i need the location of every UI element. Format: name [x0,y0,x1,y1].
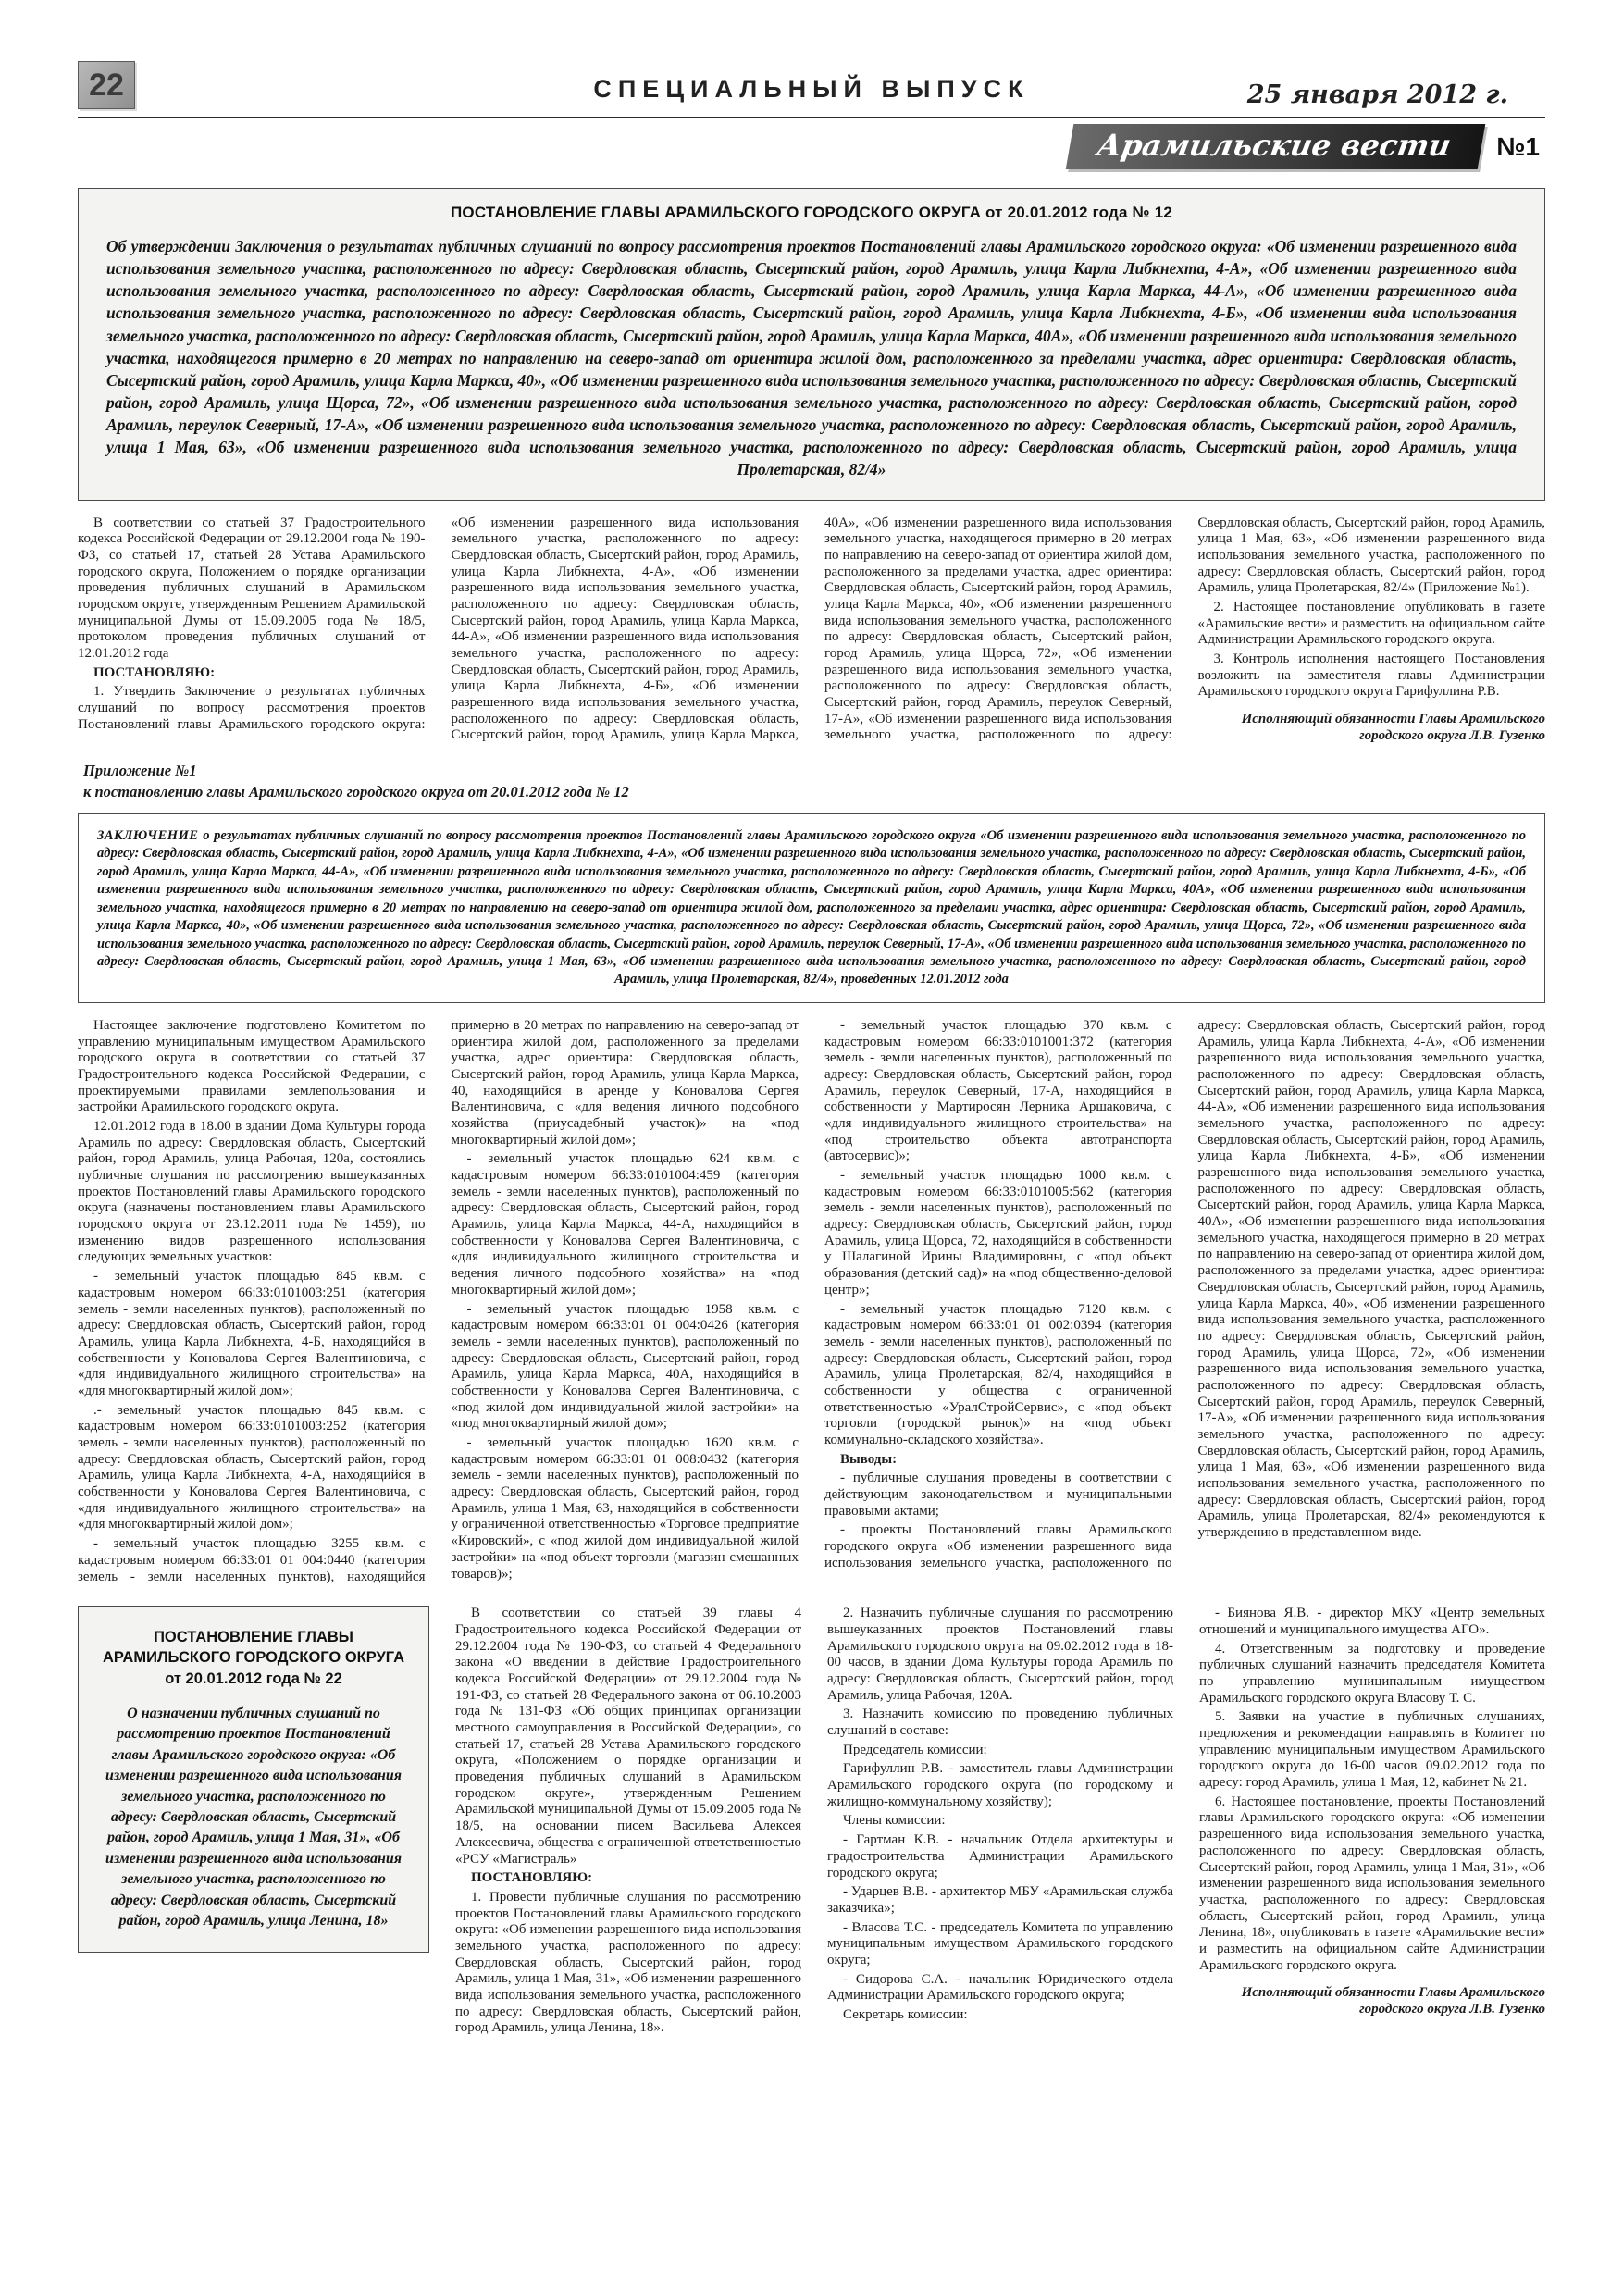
decree-22-subtitle: О назначении публичных слушаний по рассмотрению проектов Постановлений главы Арамильского городского округа: «Об изменении разрешенного вида использования земельного участка, расположенного по адресу: Свердловская область, Сысертский район, город Арамиль, улица 1 Мая, 31», «Об изменении разрешенного вида использования земельного участка, расположенного по адресу: Свердловская область, Сысертский район, город Арамиль, улица Ленина, 18» [105,1705,402,1929]
paragraph: 3. Назначить комиссию по проведению публичных слушаний в составе: [827,1706,1173,1738]
masthead-row [78,124,1545,169]
conclusion-body [78,1018,1545,1585]
paragraph: - земельный участок площадью 370 кв.м. с кадастровым номером 66:33:0101001:372 (категория земель - земли населенных пунктов), расположенный по адресу: Свердловская область, Сысертский район, город Арамиль, переулок Северный, 17-А, находящийся в собственности у Мартиросян Лерника Аршаковича, с «для индивидуального жилищного строительства» на «под строительство объекта автотранспорта (автосервис)»; [824,1017,1172,1164]
paragraph: ПОСТАНОВЛЯЮ: [93,664,216,680]
annex-heading [78,761,1545,802]
paragraph: - земельный участок площадью 1000 кв.м. с кадастровым номером 66:33:0101005:562 (категория земель - земли населенных пунктов), расположенный по адресу: Свердловская область, Сысертский район, город Арамиль, улица Щорса, 72, находящийся в собственности у Шалагиной Ирины Владимировны, с «под объект образования (детский сад)» на «под общественно-деловой центр»; [824,1168,1172,1297]
conclusion-label: ЗАКЛЮЧЕНИЕ [97,828,199,844]
decree-22-title: ПОСТАНОВЛЕНИЕ ГЛАВЫ АРАМИЛЬСКОГО ГОРОДСКОГО ОКРУГА от 20.01.2012 года № 22 [102,1629,405,1687]
paragraph: - Биянова Я.В. - директор МКУ «Центр земельных отношений и муниципального имущества АГО». [1199,1606,1545,1637]
issue-number: №1 [1496,131,1540,161]
paragraph: В соответствии со статьей 37 Градостроительного кодекса Российской Федерации от 29.12.2004 года № 190-ФЗ, со статьей 17, статьей 28 Устава Арамильского городского округа, Положением о порядке организации проведения публичных слушаний в Арамильском городском округе, утвержденным Решением Арамильской муниципальной Думы от 15.09.2005 года № 18/5, протоколом проведения публичных слушаний от 12.01.2012 года [78,515,426,662]
paragraph: Исполняющий обязанности Главы Арамильского городского округа Л.В. Гузенко [1241,712,1545,743]
conclusion-text: о результатах публичных слушаний по вопросу рассмотрения проектов Постановлений главы Арамильского городского округа «Об изменении разрешенного вида использования земельного участка, расположенного по адресу: Свердловская область, Сысертский район, город Арамиль, улица Карла Либкнехта, 4-А», «Об изменении разрешенного вида использования земельного участка, расположенного по адресу: Свердловская область, Сысертский район, город Арамиль, улица Карла Маркса, 44-А», «Об изменении разрешенного вида использования земельного участка, расположенного по адресу: Свердловская область, Сысертский район, город Арамиль, улица Карла Либкнехта, 4-Б», «Об изменении разрешенного вида использования земельного участка, расположенного по адресу: Свердловская область, Сысертский район, город Арамиль, улица Карла Маркса, 40А», «Об изменении разрешенного вида использования земельного участка, находящегося примерно в 20 метрах по направлению на северо-запад от ориентира жилой дом, расположенного за пределами участка, адрес ориентира: Свердловская область, Сысертский район, город Арамиль, улица Карла Маркса, 40», «Об изменении разрешенного вида использования земельного участка, расположенного по адресу: Свердловская область, Сысертский район, город Арамиль, улица Щорса, 72», «Об изменении разрешенного вида использования земельного участка, расположенного по адресу: Свердловская область, Сысертский район, город Арамиль, переулок Северный, 17-А», «Об изменении разрешенного вида использования земельного участка, расположенного по адресу: Свердловская область, Сысертский район, город Арамиль, улица 1 Мая, 63», «Об изменении разрешенного вида использования земельного участка, расположенного по адресу: Свердловская область, Сысертский район, город Арамиль, улица Пролетарская, 82/4», проведенных 12.01.2012 года [97,828,1527,987]
paragraph: - Ударцев В.В. - архитектор МБУ «Арамильская служба заказчика»; [827,1884,1173,1916]
annex-heading-line2: к постановлению главы Арамильского городского округа от 20.01.2012 года № 12 [83,782,629,800]
issue-date: 25 января 2012 г. [1246,81,1508,109]
paragraph: Гарифуллин Р.В. - заместитель главы Администрации Арамильского городского округа (по городскому и жилищно-коммунальному хозяйству); [827,1761,1173,1809]
decree-12-title: ПОСТАНОВЛЕНИЕ ГЛАВЫ АРАМИЛЬСКОГО ГОРОДСКОГО ОКРУГА от 20.01.2012 года № 12 [451,204,1172,221]
paragraph: - земельный участок площадью 3255 кв.м. с кадастровым номером 66:33:01 01 004:0440 (категория земель - земли населенных пунктов), находящийся примерно в 20 метрах по направлению на северо-запад от ориентира жилой дом, расположенного за пределами участка, адрес ориентира: Свердловская область, Сысертский район, город Арамиль, улица Карла Маркса, 40, находящийся в аренде у Коновалова Сергея Валентиновича, с «для ведения личного подсобного хозяйства (приусадебный участок)» на «под многоквартирный жилой дом»; [78,1017,799,1584]
paragraph: - земельный участок площадью 1958 кв.м. с кадастровым номером 66:33:01 01 004:0426 (категория земель - земли населенных пунктов), расположенный по адресу: Свердловская область, Сысертский район, город Арамиль, улица Карла Маркса, 40А, находящийся в собственности у Коновалова Сергея Валентиновича, с «под жилой дом индивидуальной жилой застройки» на «под многоквартирный жилой дом»; [451,1301,799,1432]
paragraph: 4. Ответственным за подготовку и проведение публичных слушаний назначить председателя Комитета по управлению муниципальным имуществом Арамильского городского округа Власову Т. С. [1199,1641,1545,1706]
paragraph: 1. Провести публичные слушания по рассмотрению проектов Постановлений главы Арамильского городского округа: «Об изменении разрешенного вида использования земельного участка, расположенного по адресу: Свердловская область, Сысертский район, город Арамиль, улица 1 Мая, 31», «Об изменении разрешенного вида использования земельного участка, расположенного по адресу: Свердловская область, Сысертский район, город Арамиль, улица Ленина, 18». [455,1889,801,2036]
paragraph: 2. Настоящее постановление опубликовать в газете «Арамильские вести» и разместить на официальном сайте Администрации Арамильского городского округа. [1197,599,1545,648]
masthead-logo: Арамильские вести [1066,124,1486,169]
paragraph: 3. Контроль исполнения настоящего Постановления возложить на заместителя главы Администрации Арамильского городского округа Гарифуллина Р.В. [1197,652,1545,700]
paragraph: - земельный участок площадью 7120 кв.м. с кадастровым номером 66:33:01 01 002:0394 (категория земель - земли населенных пунктов), расположенный по адресу: Свердловская область, Сысертский район, город Арамиль, улица Пролетарская, 82/4, находящийся в собственности у общества с ограниченной ответственностью «УралСтройСервис», с «под объект торговли (городской рынок)» на «под объект коммунально-складского хозяйства». [824,1301,1172,1447]
page-number: 22 [78,61,135,109]
section-title: СПЕЦИАЛЬНЫЙ ВЫПУСК [593,75,1030,103]
paragraph: Секретарь комиссии: [843,2007,968,2022]
paragraph: .- земельный участок площадью 845 кв.м. с кадастровым номером 66:33:0101003:252 (категория земель - земли населенных пунктов), расположенный по адресу: Свердловская область, Сысертский район, город Арамиль, улица Карла Либкнехта, 4-А, находящийся в собственности у Коновалова Сергея Валентиновича, с «для индивидуального жилищного строительства» на «для многоквартирный жилой дом»; [78,1402,426,1533]
paragraph: Исполняющий обязанности Главы Арамильского городского округа Л.В. Гузенко [1241,1985,1545,2017]
paragraph: В соответствии со статьей 39 главы 4 Градостроительного кодекса Российской Федерации от 29.12.2004 года № 190-ФЗ, со статьей 4 Федерального закона «О введении в действие Градостроительного кодекса Российской Федерации» от 29.12.2004 года № 191-ФЗ, со статьей 28 Федерального закона от 06.10.2003 года № 131-ФЗ «Об общих принципах организации местного самоуправления в Российской Федерации», со статьей 17, статьей 28 Устава Арамильского городского округа, «Положением о порядке организации и проведения публичных слушаний в Арамильском городском округе», утвержденным Решением Арамильской муниципальной Думы от 15.09.2005 года № 18/5, на основании писем Васильева Алексея Алексеевича, общества с ограниченной ответственностью «РСУ «Магистраль» [455,1606,801,1867]
paragraph: - публичные слушания проведены в соответствии с действующим законодательством и муниципальными правовыми актами; [824,1471,1172,1519]
decree-12-preamble: Об утверждении Заключения о результатах публичных слушаний по вопросу рассмотрения проектов Постановлений главы Арамильского городского округа: «Об изменении разрешенного вида использования земельного участка, расположенного по адресу: Свердловская область, Сысертский район, город Арамиль, улица Карла Либкнехта, 4-А», «Об изменении разрешенного вида использования земельного участка, расположенного по адресу: Свердловская область, Сысертский район, город Арамиль, улица Карла Маркса, 44-А», «Об изменении разрешенного вида использования земельного участка, расположенного по адресу: Свердловская область, Сысертский район, город Арамиль, улица Карла Либкнехта, 4-Б», «Об изменении вида использования земельного участка, расположенного по адресу: Свердловская область, Сысертский район, город Арамиль, улица Карла Маркса, 40А», «Об изменении разрешенного вида использования земельного участка, находящегося примерно в 20 метрах по направлению на северо-запад от ориентира жилой дом, расположенного за пределами участка, адрес ориентира: Свердловская область, Сысертский район, город Арамиль, улица Карла Маркса, 40», «Об изменении разрешенного вида использования земельного участка, расположенного по адресу: Свердловская область, Сысертский район, город Арамиль, улица Щорса, 72», «Об изменении разрешенного вида использования земельного участка, расположенного по адресу: Свердловская область, Сысертский район, город Арамиль, переулок Северный, 17-А», «Об изменении разрешенного вида использования земельного участка, расположенного по адресу: Свердловская область, Сысертский район, город Арамиль, улица 1 Мая, 63», «Об изменении разрешенного вида использования земельного участка, расположенного по адресу: Свердловская область, Сысертский район, город Арамиль, улица Пролетарская, 82/4» [106,237,1517,479]
paragraph: Председатель комиссии: [843,1742,987,1757]
decree-22-box [78,1606,429,1953]
annex-heading-line1: Приложение №1 [83,762,197,780]
paragraph: - Сидорова С.А. - начальник Юридического отдела Администрации Арамильского городского округа; [827,1971,1173,2004]
conclusion-box [78,813,1545,1003]
paragraph: - земельный участок площадью 624 кв.м. с кадастровым номером 66:33:0101004:459 (категория земель - земли населенных пунктов), расположенный по адресу: Свердловская область, Сысертский район, город Арамиль, улица Карла Маркса, 44-А, находящийся в собственности у Коновалова Сергея Валентиновича, с «для индивидуального жилищного строительства и ведения личного подсобного хозяйства» на «под многоквартирный жилой дом»; [451,1151,799,1297]
paragraph: Выводы: [840,1451,898,1467]
paragraph: 5. Заявки на участие в публичных слушаниях, предложения и рекомендации направлять в Комитет по управлению муниципальным имуществом Арамильского городского округа до 16-00 часов 09.02.2012 года по адресу: город Арамиль, улица 1 Мая, 12, кабинет № 21. [1199,1709,1545,1791]
paragraph: 6. Настоящее постановление, проекты Постановлений главы Арамильского городского округа: «Об изменении разрешенного вида использования земельного участка, расположенного по адресу: Свердловская область, Сысертский район, город Арамиль, улица 1 Мая, 31», «Об изменении разрешенного вида использования земельного участка, расположенного по адресу: Свердловская область, Сысертский район, город Арамиль, улица Ленина, 18», опубликовать в газете «Арамильские вести» и разместить на официальном сайте Администрации Арамильского городского округа. [1199,1793,1545,1973]
decree-22-section [78,1606,1545,2037]
page-header [78,54,1545,118]
paragraph: Члены комиссии: [843,1813,946,1829]
paragraph: 12.01.2012 года в 18.00 в здании Дома Культуры города Арамиль по адресу: Свердловская область, Сысертский район, город Арамиль, улица Рабочая, 120а, состоялись публичные слушания по рассмотрению вышеуказанных проектов Постановлений главы Арамильского городского округа (назначены постановлением главы Арамильского городского округа от 23.12.2011 года № 1459), по изменению видов разрешенного использования следующих земельных участков: [78,1118,426,1265]
paragraph: Настоящее заключение подготовлено Комитетом по управлению муниципальным имуществом Арамильского городского округа в соответствии со статьей 37 Градостроительного кодекса Российской Федерации, с проектируемыми правилами землепользования и застройки Арамильского городского округа. [78,1017,426,1115]
paragraph: ПОСТАНОВЛЯЮ: [471,1870,593,1886]
paragraph: - Гартман К.В. - начальник Отдела архитектуры и градостроительства Администрации Арамильского городского округа; [827,1832,1173,1880]
paragraph: 2. Назначить публичные слушания по рассмотрению вышеуказанных проектов Постановлений главы Арамильского городского округа на 09.02.2012 года в 18-00 часов, в здании Дома Культуры города Арамиль по адресу: Свердловская область, Сысертский район, город Арамиль, улица Рабочая, 120А. [827,1606,1173,1703]
decree-12-body [78,515,1545,745]
paragraph: - земельный участок площадью 1620 кв.м. с кадастровым номером 66:33:01 01 008:0432 (категория земель - земли населенных пунктов), расположенный по адресу: Свердловская область, Сысертский район, город Арамиль, улица 1 Мая, 63, находящийся в собственности у ограниченной ответственностью «Торговое предприятие «Кировский», с «под жилой дом индивидуальной жилой застройки» на «под объект торговли (магазин смешанных товаров)»; [451,1435,799,1582]
paragraph: - Власова Т.С. - председатель Комитета по управлению муниципальным имуществом Арамильского городского округа; [827,1919,1173,1967]
paragraph: - проекты Постановлений главы Арамильского городского округа «Об изменении разрешенного вида использования земельного участка, расположенного по адресу: Свердловская область, Сысертский район, город Арамиль, улица Карла Либкнехта, 4-А», «Об изменении разрешенного вида использования земельного участка, расположенного по адресу: Свердловская область, Сысертский район, город Арамиль, улица Карла Маркса, 44-А», «Об изменении разрешенного вида использования земельного участка, расположенного по адресу: Свердловская область, Сысертский район, город Арамиль, улица Карла Либкнехта, 4-Б», «Об изменении разрешенного вида использования земельного участка, расположенного по адресу: Свердловская область, Сысертский район, город Арамиль, улица Карла Маркса, 40А», «Об изменении разрешенного вида использования земельного участка, находящегося примерно в 20 метрах по направлению на северо-запад от ориентира жилой дом, расположенного за пределами участка, адрес ориентира: Свердловская область, Сысертский район, город Арамиль, улица Карла Маркса, 40», «Об изменении разрешенного вида использования земельного участка, расположенного по адресу: Свердловская область, Сысертский район, город Арамиль, улица Щорса, 72», «Об изменении разрешенного вида использования земельного участка, расположенного по адресу: Свердловская область, Сысертский район, город Арамиль, переулок Северный, 17-А», «Об изменении разрешенного вида использования земельного участка, расположенного по адресу: Свердловская область, Сысертский район, город Арамиль, улица 1 Мая, 63», «Об изменении разрешенного вида использования земельного участка, расположенного по адресу: Свердловская область, Сысертский район, город Арамиль, улица Пролетарская, 82/4» рекомендуются к утверждению в представленном виде. [824,1017,1545,1570]
decree-22-body [455,1606,1545,2037]
decree-12-box [78,188,1545,501]
paragraph: - земельный участок площадью 845 кв.м. с кадастровым номером 66:33:0101003:251 (категория земель - земли населенных пунктов), расположенный по адресу: Свердловская область, Сысертский район, город Арамиль, улица Карла Либкнехта, 4-Б, находящийся в собственности у Коновалова Сергея Валентиновича, с «для индивидуального жилищного строительства» на «для многоквартирный жилой дом»; [78,1269,426,1398]
paragraph: 1. Утвердить Заключение о результатах публичных слушаний по вопросу рассмотрения проектов Постановлений главы Арамильского городского округа: «Об изменении разрешенного вида использования земельного участка, расположенного по адресу: Свердловская область, Сысертский район, город Арамиль, улица Карла Либкнехта, 4-А», «Об изменении разрешенного вида использования земельного участка, расположенного по адресу: Свердловская область, Сысертский район, город Арамиль, улица Карла Маркса, 44-А», «Об изменении разрешенного вида использования земельного участка, расположенного по адресу: Свердловская область, Сысертский район, город Арамиль, улица Карла Либкнехта, 4-Б», «Об изменении разрешенного вида использования земельного участка, расположенного по адресу: Свердловская область, Сысертский район, город Арамиль, улица Карла Маркса, 40А», «Об изменении разрешенного вида использования земельного участка, находящегося примерно в 20 метрах по направлению на северо-запад от ориентира жилой дом, расположенного за пределами участка, адрес ориентира: Свердловская область, Сысертский район, город Арамиль, улица Карла Маркса, 40», «Об изменении разрешенного вида использования земельного участка, расположенного по адресу: Свердловская область, Сысертский район, город Арамиль, улица Щорса, 72», «Об изменении разрешенного вида использования земельного участка, расположенного по адресу: Свердловская область, Сысертский район, город Арамиль, переулок Северный, 17-А», «Об изменении разрешенного вида использования земельного участка, расположенного по адресу: Свердловская область, Сысертский район, город Арамиль, улица 1 Мая, 63», «Об изменении разрешенного вида использования земельного участка, расположенного по адресу: Свердловская область, Сысертский район, город Арамиль, улица Пролетарская, 82/4» (Приложение №1). [78,515,1545,743]
